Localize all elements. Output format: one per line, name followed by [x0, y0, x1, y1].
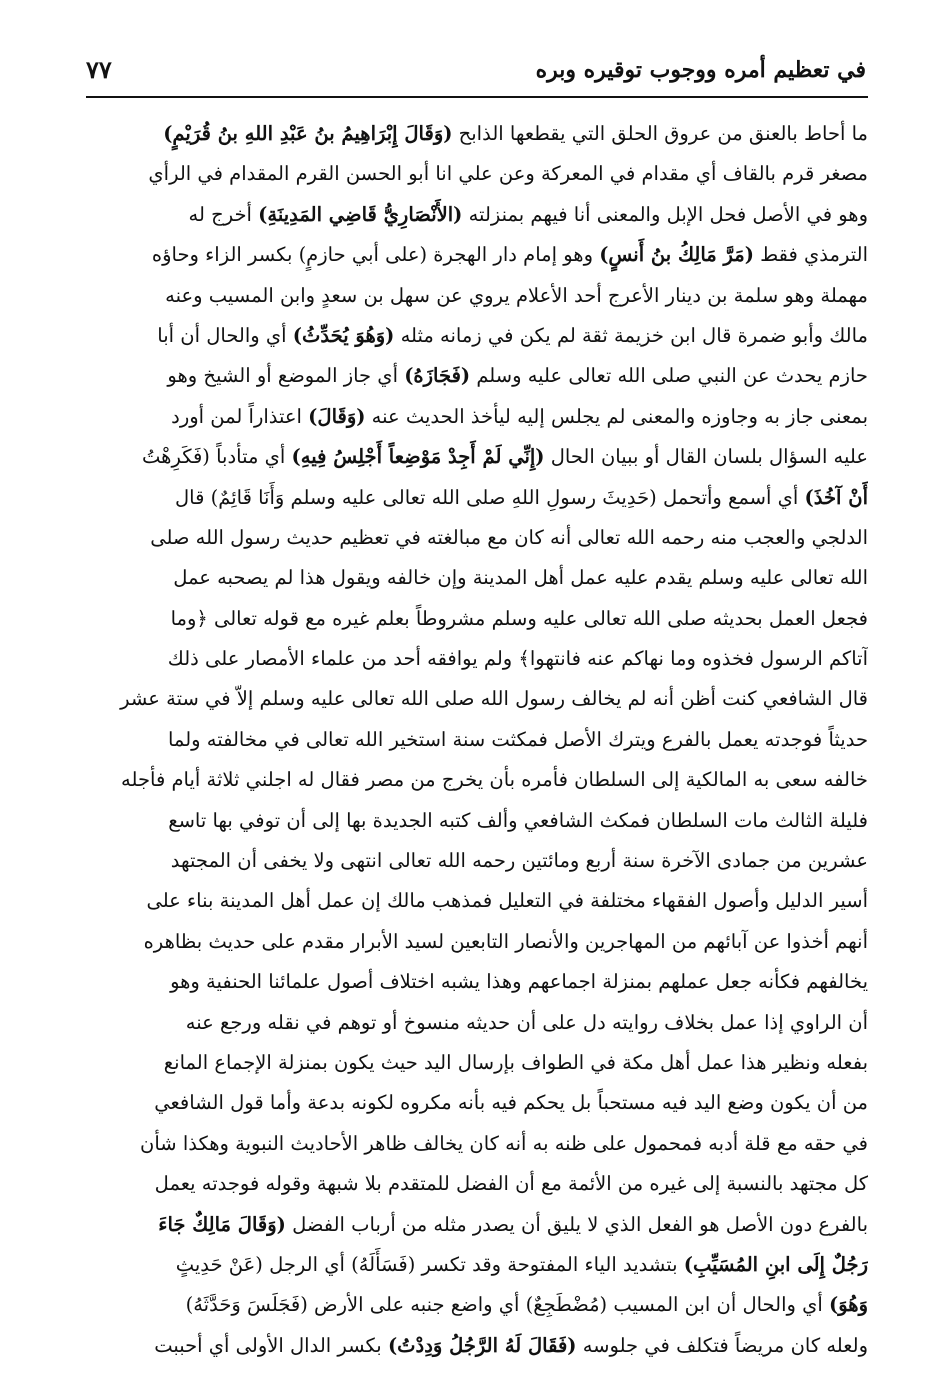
commentary-segment: أسير الدليل وأصول الفقهاء مختلفة في التعليل فمذهب مالك إن عمل أهل المدينة بناء على	[146, 889, 868, 913]
commentary-segment: خالفه سعى به المالكية إلى السلطان فأمره بأن يخرج من مصر فقال له اجلني ثلاثة أيام فأجله	[121, 768, 868, 792]
commentary-segment: بالفرع دون الأصل هو الفعل الذي لا يليق أن يصدر مثله من أرباب الفضل	[285, 1212, 868, 1236]
commentary-segment: فليلة الثالث مات السلطان فمكث الشافعي وألف كتبه الجديدة بها إلى أن توفي بها تاسع	[168, 808, 868, 832]
text-line	[86, 114, 868, 154]
body-text	[86, 114, 868, 1366]
commentary-segment: عليه السؤال بلسان القال أو ببيان الحال	[544, 445, 868, 469]
commentary-segment: الدلجي والعجب منه رحمه الله تعالى أنه كان مع مبالغته في تعظيم حديث رسول الله صلى	[150, 525, 868, 549]
commentary-segment: عشرين من جمادى الآخرة سنة أربع ومائتين رحمه الله تعالى انتهى ولا يخفى أن المجتهد	[170, 849, 868, 873]
commentary-segment: أنهم أخذوا عن آبائهم من المهاجرين والأنصار التابعين لسيد الأبرار مقدم على حديث بظاهره	[143, 929, 868, 953]
quoted-hadith-segment: (وَهُوَ يُحَدِّثُ)	[292, 323, 395, 347]
text-line	[86, 962, 868, 1002]
commentary-segment: الترمذي فقط	[753, 243, 868, 267]
commentary-segment: فجعل العمل بحديثه صلى الله تعالى عليه وسلم مشروطاً بعلم غيره مع قوله تعالى ﴿وما	[170, 606, 868, 630]
text-line	[86, 1285, 868, 1325]
text-line	[86, 841, 868, 881]
quoted-hadith-segment: وَهُوَ)	[829, 1293, 868, 1317]
quoted-hadith-segment: (وَقَالَ إِبْرَاهِيمُ بنُ عَبْدِ اللهِ بنُ قُرَيْمٍ)	[163, 122, 453, 145]
commentary-segment: الله تعالى عليه وسلم يقدم عليه عمل أهل المدينة وإن خالفه ويقول هذا لم يصحبه عمل	[173, 566, 868, 590]
text-line	[86, 599, 868, 639]
text-line	[86, 801, 868, 841]
text-line	[86, 397, 868, 437]
text-line	[86, 235, 868, 275]
page-number: ٧٧	[86, 55, 112, 84]
text-line	[86, 1003, 868, 1043]
page-header	[86, 50, 866, 90]
quoted-hadith-segment: (فَجَازَهُ)	[404, 364, 471, 388]
commentary-segment: حازم يحدث عن النبي صلى الله تعالى عليه وسلم	[470, 364, 868, 388]
quoted-hadith-segment: (وَقَالَ مَالِكٌ جَاءَ	[158, 1212, 286, 1236]
text-line	[86, 154, 868, 194]
text-line	[86, 720, 868, 760]
quoted-hadith-segment: (فَقَالَ لَهُ الرَّجُلُ وَدِدْتُ)	[387, 1333, 577, 1357]
text-line	[86, 679, 868, 719]
commentary-segment: أي والحال أن ابن المسيب (مُضْطَجِعٌ) أي واضع جنبه على الأرض (فَجَلَسَ وَحَدَّثَهُ)	[185, 1293, 829, 1317]
commentary-segment: قال الشافعي كنت أظن أنه لم يخالف رسول الله صلى الله تعالى عليه وسلم إلاّ في ستة عشر	[120, 687, 868, 711]
commentary-segment: مالك وأبو ضمرة قال ابن خزيمة ثقة لم يكن في زمانه مثله	[394, 323, 868, 347]
text-line	[86, 760, 868, 800]
text-line	[86, 1245, 868, 1285]
commentary-segment: في حقه مع قلة أدبه فمحمول على ظنه به أنه كان يخالف ظاهر الأحاديث النبوية وهكذا شأن	[140, 1131, 868, 1155]
text-line	[86, 1083, 868, 1123]
quoted-hadith-segment: أَنْ آخُذَ)	[804, 485, 868, 509]
text-line	[86, 1124, 868, 1164]
commentary-segment: أي والحال أن أبا	[157, 323, 293, 347]
header-rule	[86, 96, 868, 98]
commentary-segment: بفعله ونظير هذا عمل أهل مكة في الطواف بإرسال اليد حيث يكون بمنزلة الإجماع المانع	[163, 1050, 868, 1074]
commentary-segment: حديثاً فوجدته يعمل بالفرع ويترك الأصل فمكثت سنة استخير الله تعالى في مخالفته ولما	[167, 727, 868, 751]
commentary-segment: أي جاز الموضع أو الشيخ وهو	[167, 364, 405, 388]
text-line	[86, 356, 868, 396]
commentary-segment: أي أسمع وأتحمل (حَدِيثَ رسولِ اللهِ صلى الله تعالى عليه وسلم وَأَنَا قَائِمٌ) قال	[174, 485, 805, 509]
text-line	[86, 881, 868, 921]
quoted-hadith-segment: رَجُلٌ إِلَى ابنِ المُسَيِّبِ)	[683, 1252, 868, 1276]
commentary-segment: اعتذاراً لمن أورد	[171, 404, 309, 428]
text-line	[86, 558, 868, 598]
text-line	[86, 922, 868, 962]
text-line	[86, 1043, 868, 1083]
commentary-segment: مصغر قرم بالقاف أي مقدام في المعركة وعن علي انا أبو الحسن القرم المقدام في الرأي	[148, 162, 868, 186]
text-line	[86, 1205, 868, 1245]
quoted-hadith-segment: (إِنِّي لَمْ أَجِدْ مَوْضِعاً أَجْلِسُ فِيهِ)	[291, 445, 545, 469]
text-line	[86, 518, 868, 558]
commentary-segment: بمعنى جاز به وجاوزه والمعنى لم يجلس إليه ليأخذ الحديث عنه	[365, 404, 868, 428]
commentary-segment: وهو في الأصل فحل الإبل والمعنى أنا فيهم بمنزلته	[462, 202, 868, 226]
text-line	[86, 276, 868, 316]
commentary-segment: ما أحاط بالعنق من عروق الحلق التي يقطعها الذابح	[452, 122, 868, 145]
commentary-segment: بتشديد الياء المفتوحة وقد تكسر (فَسَأَلَهُ) أي الرجل (عَنْ حَدِيثٍ	[175, 1252, 684, 1276]
commentary-segment: كل مجتهد بالنسبة إلى غيره من الأئمة مع أن الفضل للمتقدم بلا شبهة وقوله فوجدته يعمل	[154, 1172, 868, 1196]
text-line	[86, 195, 868, 235]
commentary-segment: من أن يكون وضع اليد فيه مستحباً بل يحكم فيه بأنه مكروه لكونه بدعة وأما قول الشافعي	[154, 1091, 868, 1115]
text-line	[86, 1164, 868, 1204]
commentary-segment: يخالفهم فكأنه جعل عملهم بمنزلة اجماعهم وهذا يشبه اختلاف أصول علمائنا الحنفية وهو	[170, 970, 868, 994]
text-line	[86, 478, 868, 518]
text-line	[86, 316, 868, 356]
quoted-hadith-segment: (الأَنْصَارِيُّ قَاضِي المَدِينَةِ)	[258, 202, 463, 226]
quoted-hadith-segment: (وَقَالَ)	[308, 404, 366, 428]
commentary-segment: مهملة وهو سلمة بن دينار الأعرج أحد الأعلام يروي عن سهل بن سعدٍ وابن المسيب وعنه	[165, 283, 868, 307]
commentary-segment: أخرج له	[188, 202, 259, 226]
quoted-hadith-segment: (مَرَّ مَالِكُ بنُ أَنسٍ)	[599, 243, 754, 267]
commentary-segment: أي متأدباً (فَكَرِهْتُ	[142, 445, 292, 469]
text-line	[86, 1326, 868, 1366]
running-title: في تعظيم أمره ووجوب توقيره وبره	[535, 57, 866, 83]
commentary-segment: وهو إمام دار الهجرة (على أبي حازمٍ) بكسر الزاء وحاؤه	[151, 243, 600, 267]
commentary-segment: آتاكم الرسول فخذوه وما نهاكم عنه فانتهوا﴾ ولم يوافقه أحد من علماء الأمصار على ذلك	[167, 647, 868, 671]
commentary-segment: ولعله كان مريضاً فتكلف في جلوسه	[576, 1333, 868, 1357]
text-line	[86, 639, 868, 679]
text-line	[86, 437, 868, 477]
commentary-segment: بكسر الدال الأولى أي أحببت	[154, 1333, 388, 1357]
commentary-segment: أن الراوي إذا عمل بخلاف روايته دل على أن حديثه منسوخ أو توهم في نقله ورجع عنه	[185, 1010, 868, 1034]
